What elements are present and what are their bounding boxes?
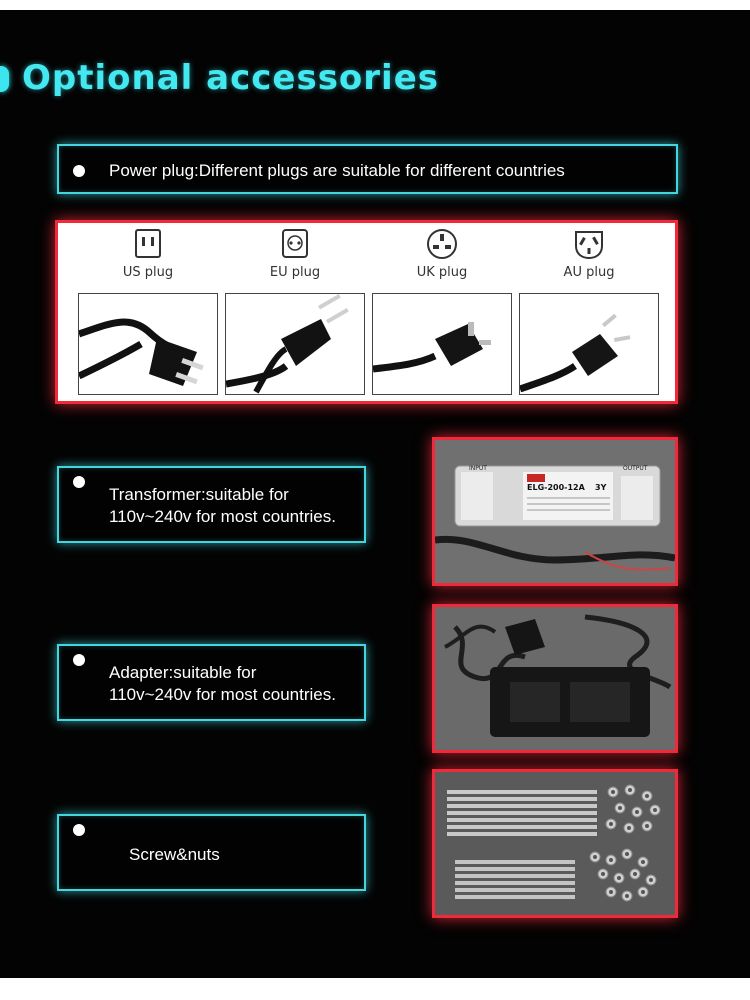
bullet-icon xyxy=(73,654,85,666)
plug-label: AU plug xyxy=(563,265,615,280)
au-plug-photo xyxy=(519,293,659,395)
uk-plug-icon xyxy=(425,228,459,260)
plug-uk xyxy=(372,223,512,403)
bullet-icon xyxy=(73,824,85,836)
plug-us xyxy=(78,223,218,403)
adapter-box xyxy=(57,644,366,721)
plug-label: US plug xyxy=(122,265,174,280)
screws-photo xyxy=(432,769,678,918)
screws-box xyxy=(57,814,366,891)
plug-types-panel xyxy=(55,220,678,404)
eu-plug-photo xyxy=(225,293,365,395)
plug-eu xyxy=(225,223,365,403)
us-plug-icon xyxy=(133,228,163,260)
transformer-box xyxy=(57,466,366,543)
adapter-text-line2: 110v~240v for most countries. xyxy=(109,685,336,704)
transformer-warranty-label: 3Y xyxy=(595,483,607,492)
page-title: Optional accessories xyxy=(22,58,440,98)
uk-plug-photo xyxy=(372,293,512,395)
accessories-panel xyxy=(0,10,750,978)
eu-plug-icon xyxy=(280,228,310,260)
transformer-text-line2: 110v~240v for most countries. xyxy=(109,507,336,526)
plug-label: UK plug xyxy=(416,265,468,280)
adapter-photo xyxy=(432,604,678,753)
transformer-photo xyxy=(432,437,678,586)
transformer-output-label: OUTPUT xyxy=(623,465,648,472)
plug-label: EU plug xyxy=(269,265,321,280)
title-marker xyxy=(0,66,9,92)
us-plug-photo xyxy=(78,293,218,395)
transformer-input-label: INPUT xyxy=(469,465,487,472)
power-plug-box xyxy=(57,144,678,194)
power-plug-text: Power plug:Different plugs are suitable for different countries xyxy=(109,161,565,180)
bullet-icon xyxy=(73,476,85,488)
au-plug-icon xyxy=(572,228,606,260)
adapter-text-line1: Adapter:suitable for xyxy=(109,663,257,682)
transformer-model-label: ELG-200-12A xyxy=(527,483,585,492)
screws-text: Screw&nuts xyxy=(129,845,220,864)
transformer-text-line1: Transformer:suitable for xyxy=(109,485,289,504)
bullet-icon xyxy=(73,165,85,177)
plug-au xyxy=(519,223,659,403)
